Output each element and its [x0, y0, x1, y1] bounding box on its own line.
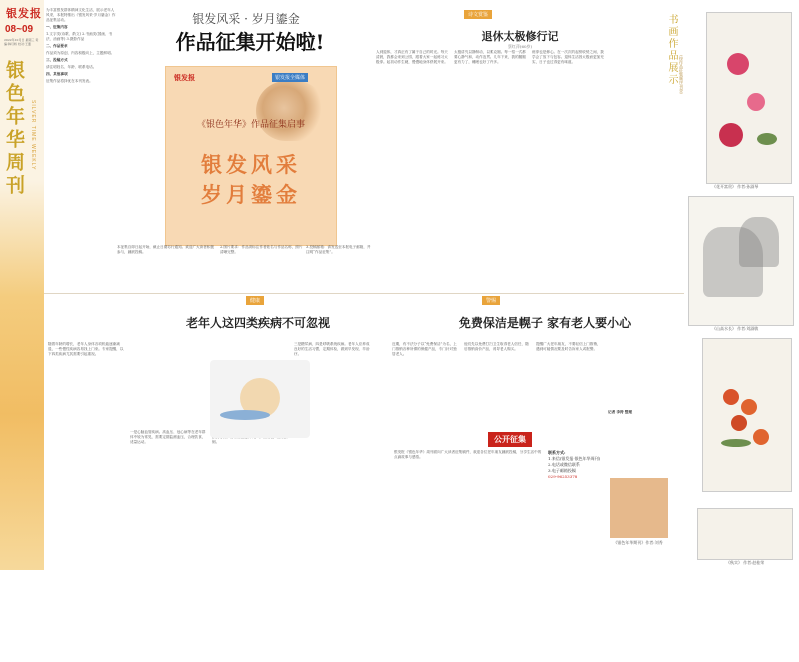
fruit [731, 415, 747, 431]
poster-logo: 银发报 [174, 73, 195, 82]
article-column: 近期，有不法分子以“免费保洁”为名，上门推销各种所谓的保健产品，专门针对独居老人。 [392, 342, 457, 356]
article-title: 老年人这四类疾病不可忽视 [185, 316, 330, 330]
leaf [757, 133, 777, 145]
intro-section-text: 作品须为原创，内容积极向上，主题鲜明。 [46, 51, 115, 55]
intro-section-text: 1.文字类(诗歌、散文) 2.书画类(国画、书法、油画等) 3.摄影作品 [46, 32, 113, 41]
masthead-overlay [0, 0, 44, 570]
contact-line: 3.电子邮箱投稿 [548, 468, 576, 473]
contact-title: 联系方式: [548, 450, 566, 455]
page-numbers: 08~09 [5, 24, 34, 35]
call-text: 银发报《银色年华》周刊面向广大读者征集稿件，欢迎各位老年朋友踊跃投稿，分享生活中的点滴故事与感悟。 [394, 450, 542, 459]
painting-peonies [706, 12, 792, 184]
section-tag: 诗文赏鉴 [464, 10, 492, 19]
article-column: 太极讲究以静制动，以柔克刚。每一招一式都要心静气和，动作连贯。几年下来，我的腰腿更有力了，睡眠也好了许多。 [454, 50, 526, 64]
intro-section-text: 征集作品将择优在本刊发表。 [46, 79, 93, 83]
mountain-shape [739, 217, 779, 267]
poster-slogan-1: 银发风采 [201, 152, 301, 177]
banner-title: 作品征集开始啦! [175, 30, 325, 54]
article-column: 他们先以免费打扫卫生取得老人信任，随后推销高价产品，诱导老人购买。 [464, 342, 529, 351]
painting-caption: 《花开富贵》 作者:孙淑琴 [712, 184, 759, 189]
poster-slogan-2: 岁月鎏金 [201, 182, 301, 207]
intro-section-head: 二、作品要求 [46, 44, 68, 48]
painting-fruits [702, 338, 792, 492]
fruit [741, 399, 757, 415]
article-column: 倒。 [212, 440, 220, 444]
thumbnail-caption: 《银色年华期刊》作者:刘秀 [613, 540, 663, 545]
painting-landscape [688, 196, 794, 326]
article-title: 退休太极修行记 [481, 30, 559, 43]
gallery-heading: 书画作品展示 [666, 14, 677, 86]
notice-column: 2.图片要求：作品须标注作者姓名与作品名称，照片清晰完整。 [220, 245, 303, 254]
shadow-shape [220, 410, 270, 420]
leaf [721, 439, 751, 447]
elderly-couple-photo [256, 81, 326, 141]
contact-line: 2.电话或微信联系 [548, 462, 580, 467]
article-title: 免费保洁是幌子 家有老人要小心 [458, 316, 632, 330]
intro-section-head: 一、征集内容 [46, 25, 68, 29]
article-column: 随着年龄的增长，老年人身体各项机能逐渐减退，一些慢性疾病容易找上门来。专家提醒，以下四类疾病尤其需要引起重视。 [48, 342, 124, 356]
article-byline: 蔡红萍(60岁) [507, 44, 533, 49]
article-column: 三是糖尿病，四是呼吸系统疾病。老年人应养成良好的生活习惯，定期体检，做到早发现、早治疗。 [294, 342, 370, 356]
horizontal-divider [44, 293, 684, 294]
article-byline: 记者 李涛 整理 [608, 410, 633, 414]
banner-kicker: 银发风采 · 岁月鎏金 [192, 12, 300, 26]
article-body [392, 330, 677, 430]
article-column: 练拳也是修心。在一次次的起势收势之间，我学会了放下与包容。退休生活因太极而更加充实，日子也过得更有味道。 [532, 50, 604, 64]
vertical-title: 银色年华周刊 [3, 60, 25, 198]
intro-column [46, 8, 116, 308]
fallen-elder-illustration [210, 360, 310, 438]
peony-flower [727, 53, 749, 75]
article-body [376, 50, 604, 300]
poster-sublogo: 银发报全媒体 [272, 73, 308, 82]
brand-logo: 银发报 [6, 7, 42, 20]
peony-flower [719, 123, 743, 147]
issue-meta: 2022年10月日 星期三 责编:韩月娇 校对:王董 [4, 38, 39, 46]
painting-caption: 《秋实》 作者:赵桂荣 [726, 560, 765, 565]
gallery-subheading: (按作品征集顺序刊登) [679, 55, 684, 95]
peony-flower [747, 93, 765, 111]
notice-column: 本征集自即日起开始，截止日期另行通知。欢迎广大读者积极参与，踊跃投稿。 [117, 245, 215, 254]
intro-section-head: 四、其他事项 [46, 72, 68, 76]
contact-line: 1.来信(银发报·银色年华周刊) [548, 456, 601, 461]
poster-image [165, 66, 337, 246]
intro-lead: 为丰富银发群体精神文化生活，展示老年人风采，本报特推出《银发风采·岁月鎏金》作品征集活动。 [46, 8, 116, 22]
call-heading: 公开征集 [488, 432, 532, 447]
fruit [723, 389, 739, 405]
intro-section-text: 请注明姓名、年龄、联系电话。 [46, 65, 97, 69]
article-column: 一是心脑血管疾病。高血压、冠心病等在老年群体中较为常见，需要定期监测血压，合理饮食，适量运动。 [130, 430, 206, 444]
article-column: 提醒广大老年朋友，不要轻信上门推销，遇到可疑情况要及时告诉家人或报警。 [536, 342, 601, 351]
notice-column: 3.投稿邮箱：请发送至本报电子邮箱，并注明“作品征集”。 [306, 245, 371, 254]
article-column: 人到退休，才真正有了属于自己的时光。每天清晨，我都会来到公园，跟着大家一起练习太极拳。起初动作生硬，慢慢地身体舒展开来。 [376, 50, 448, 64]
magazine-thumbnail [610, 478, 668, 538]
intro-section-head: 三、投稿方式 [46, 58, 68, 62]
vertical-english-title: SILVER TIME WEEKLY [30, 100, 36, 171]
contact-phone: 029-96253378 [548, 474, 578, 479]
painting-caption: 《山高水长》 作者:刘淑敏 [712, 326, 759, 331]
section-tag: 警惕 [482, 296, 500, 305]
poster-title: 《银色年华》作品征集启事 [196, 120, 305, 130]
section-tag: 健康 [246, 296, 264, 305]
painting-small [697, 508, 793, 560]
fruit [753, 429, 769, 445]
